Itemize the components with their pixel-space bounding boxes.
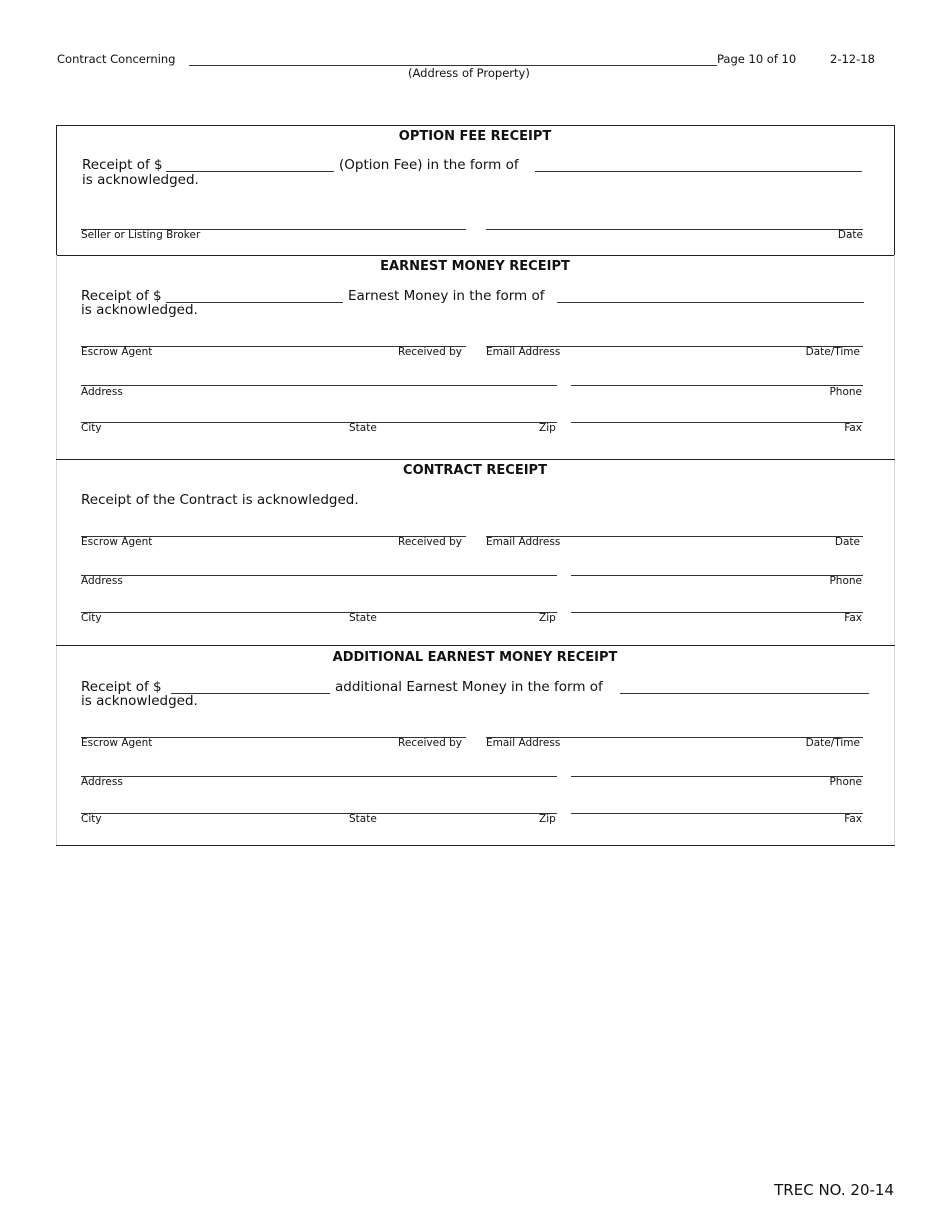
- option-fee-acknowledged: is acknowledged.: [82, 172, 199, 188]
- contract-phone-label: Phone: [829, 575, 862, 587]
- contract-address-field[interactable]: [81, 575, 557, 576]
- option-fee-receipt-text: Receipt of $: [82, 157, 163, 173]
- section-bottom-border: [56, 845, 895, 846]
- earnest-zip-label: Zip: [539, 422, 556, 434]
- contract-city-state-zip-field[interactable]: [81, 612, 557, 613]
- contract-receipt-text: Receipt of the Contract is acknowledged.: [81, 492, 359, 508]
- earnest-address-field[interactable]: [81, 385, 557, 386]
- additional-datetime-label: Date/Time: [805, 737, 860, 749]
- form-number: TREC NO. 20-14: [774, 1181, 894, 1199]
- additional-fax-label: Fax: [844, 813, 862, 825]
- additional-earnest-title: ADDITIONAL EARNEST MONEY RECEIPT: [332, 650, 618, 665]
- earnest-state-label: State: [349, 422, 377, 434]
- earnest-acknowledged: is acknowledged.: [81, 302, 198, 318]
- seller-broker-label: Seller or Listing Broker: [81, 229, 201, 241]
- earnest-form-text: Earnest Money in the form of: [348, 288, 545, 304]
- earnest-receipt-text: Receipt of $: [81, 288, 162, 304]
- contract-email-label: Email Address: [486, 536, 561, 548]
- additional-receipt-text: Receipt of $: [81, 679, 162, 695]
- additional-address-label: Address: [81, 776, 123, 788]
- earnest-city-state-zip-field[interactable]: [81, 422, 557, 423]
- additional-address-field[interactable]: [81, 776, 557, 777]
- contract-concerning-label: Contract Concerning: [57, 52, 176, 66]
- contract-receipt-title: CONTRACT RECEIPT: [403, 463, 547, 478]
- address-caption: (Address of Property): [408, 66, 530, 80]
- additional-acknowledged: is acknowledged.: [81, 693, 198, 709]
- earnest-address-label: Address: [81, 386, 123, 398]
- earnest-datetime-label: Date/Time: [805, 346, 860, 358]
- additional-received-by-label: Received by: [398, 737, 462, 749]
- contract-zip-label: Zip: [539, 612, 556, 624]
- additional-escrow-agent-label: Escrow Agent: [81, 737, 153, 749]
- additional-phone-label: Phone: [829, 776, 862, 788]
- earnest-fax-label: Fax: [844, 422, 862, 434]
- additional-zip-label: Zip: [539, 813, 556, 825]
- earnest-received-by-label: Received by: [398, 346, 462, 358]
- earnest-escrow-agent-label: Escrow Agent: [81, 346, 153, 358]
- contract-state-label: State: [349, 612, 377, 624]
- contract-fax-label: Fax: [844, 612, 862, 624]
- additional-city-state-zip-field[interactable]: [81, 813, 557, 814]
- contract-address-label: Address: [81, 575, 123, 587]
- option-fee-title: OPTION FEE RECEIPT: [398, 129, 552, 144]
- additional-email-label: Email Address: [486, 737, 561, 749]
- option-fee-form-field[interactable]: [535, 171, 862, 172]
- contract-received-by-label: Received by: [398, 536, 462, 548]
- option-fee-date-label: Date: [837, 229, 863, 241]
- additional-form-text: additional Earnest Money in the form of: [335, 679, 603, 695]
- earnest-money-title: EARNEST MONEY RECEIPT: [380, 259, 570, 274]
- earnest-email-label: Email Address: [486, 346, 561, 358]
- additional-city-label: City: [81, 813, 102, 825]
- additional-state-label: State: [349, 813, 377, 825]
- contract-date-label: Date: [834, 536, 860, 548]
- earnest-city-label: City: [81, 422, 102, 434]
- contract-escrow-agent-label: Escrow Agent: [81, 536, 153, 548]
- earnest-form-field[interactable]: [557, 302, 864, 303]
- contract-city-label: City: [81, 612, 102, 624]
- option-fee-form-text: (Option Fee) in the form of: [339, 157, 519, 173]
- additional-form-field[interactable]: [620, 693, 869, 694]
- form-date-code: 2-12-18: [830, 52, 875, 66]
- page-number: Page 10 of 10: [717, 52, 797, 66]
- earnest-phone-label: Phone: [829, 386, 862, 398]
